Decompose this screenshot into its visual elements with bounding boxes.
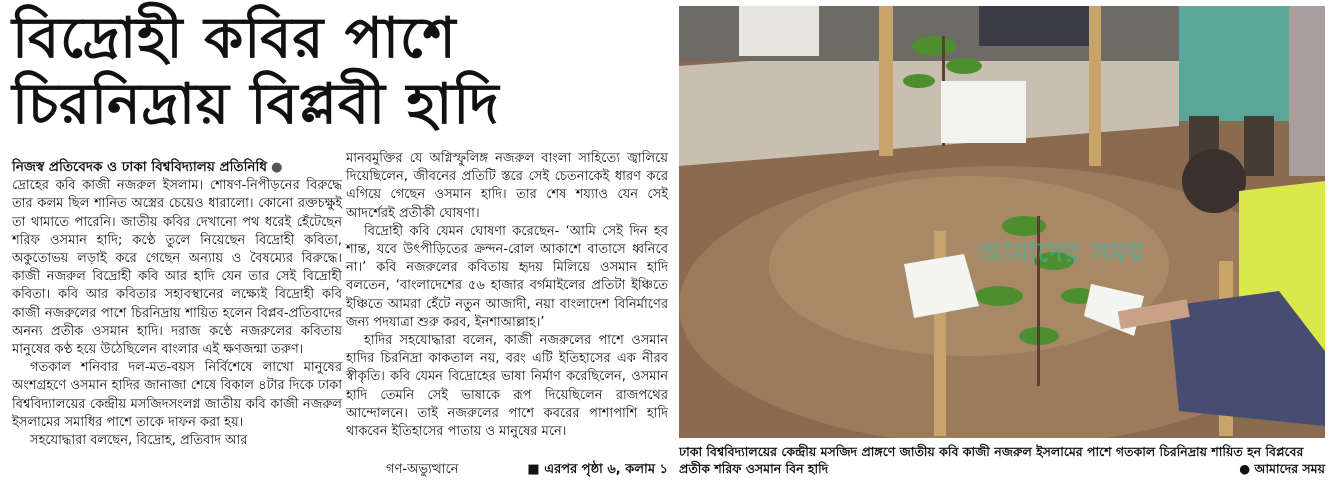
photo-caption: ঢাকা বিশ্ববিদ্যালয়ের কেন্দ্রীয় মসজিদ প্রাঙ্গণে জাতীয় কবি কাজী নজরুল ইসলামের পাশে গতকাল চিরনিদ্রায় শায়িত হন বিপ্লবের প্রতীক শরিফ ওসমান বিন হাদি	[679, 444, 1304, 476]
watermark-logo	[979, 231, 1145, 278]
headline-line-2: চিরনিদ্রায় বিপ্লবী হাদি	[12, 72, 500, 137]
headline	[12, 6, 662, 138]
grave-photo	[679, 6, 1325, 438]
paragraph: দ্রোহের কবি কাজী নজরুল ইসলাম। শোষণ-নিপীড়নের বিরুদ্ধে তার কলম ছিল শানিত অস্ত্রের চেয়েও ধারালো। কোনো রক্তচক্ষুই তা থামাতে পারেনি। জাতীয় কবির দেখানো পথ ধরেই হেঁটেছেন শরিফ ওসমান হাদি; কণ্ঠে তুলে নিয়েছেন বিদ্রোহী কবিতা, অকুতোভয় লড়াই করে গেছেন অন্যায় ও বৈষম্যের বিরুদ্ধে। কাজী নজরুল বিদ্রোহী কবি আর হাদি যেন তার সেই বিদ্রোহী কবিতা। কবি আর কবিতার সহাবস্থানের লক্ষ্যেই বিদ্রোহী কবি কাজী নজরুলের পাশে চিরনিদ্রায় শায়িত হলেন বিপ্লব-প্রতিবাদের অনন্য প্রতীক ওসমান হাদি। দরাজ কণ্ঠে নজরুলের কবিতায় মানুষের কণ্ঠ হয়ে উঠেছিলেন বাংলার এই ক্ষণজন্মা তরুণ।	[12, 178, 342, 358]
headline-line-1: বিদ্রোহী কবির পাশে	[12, 6, 457, 71]
paragraph: হাদির সহযোদ্ধারা বলেন, কাজী নজরুলের পাশে ওসমান হাদির চিরনিদ্রা কাকতাল নয়, বরং এটি ইতিহাসের এক নীরব স্বীকৃতি। কবি যেমন বিদ্রোহের ভাষা নির্মাণ করেছিলেন, ওসমান হাদি তেমনি সেই ভাষাকে রূপ দিয়েছিলেন রাজপথের আন্দোলনে। তাই নজরুলের পাশে কবরের পাশাপাশি হাদি থাকবেন ইতিহাসের পাতায় ও মানুষের মনে।	[346, 333, 668, 440]
byline: নিজস্ব প্রতিবেদক ও ঢাকা বিশ্ববিদ্যালয় প্রতিনিধি	[12, 159, 267, 175]
continuation-label: গণ-অভ্যুত্থানে	[386, 462, 459, 477]
watermark-text: আমাদের সময়	[979, 236, 1145, 269]
paragraph: গতকাল শনিবার দল-মত-বয়স নির্বিশেষে লাখো মানুষের অংশগ্রহণে ওসমান হাদির জানাজা শেষে বিকাল ৪টার দিকে ঢাকা বিশ্ববিদ্যালয়ের কেন্দ্রীয় মসজিদসংলগ্ন জাতীয় কবি কাজী নজরুল ইসলামের সমাধির পাশে তাকে দাফন করা হয়।	[12, 360, 342, 430]
continuation-line	[346, 460, 668, 481]
photo-illustration	[679, 6, 1325, 438]
paragraph: বিদ্রোহী কবি যেমন ঘোষণা করেছেন- ‘আমি সেই দিন হব শান্ত, যবে উৎপীড়িতের ক্রন্দন-রোল আকাশে বাতাসে ধ্বনিবে না।’ কবি নজরুলের কবিতায় হৃদয় মিলিয়ে ওসমান হাদি বলতেন, ‘বাংলাদেশের ৫৬ হাজার বর্গমাইলের প্রতিটা ইঞ্চিতে ইঞ্চিতে আমরা হেঁটে নতুন আজাদী, নয়া বাংলাদেশ বিনির্মাণের জন্য পদযাত্রা শুরু করব, ইনশাআল্লাহ।’	[346, 223, 668, 330]
article-column-2	[346, 150, 668, 441]
photo-credit: ● আমাদের সময়	[1239, 461, 1325, 476]
paragraph: সহযোদ্ধারা বলছেন, বিদ্রোহ, প্রতিবাদ আর	[30, 433, 248, 449]
article-column-1	[12, 158, 342, 450]
bullet-icon: ●	[271, 160, 283, 175]
jump-reference: ■ এরপর পৃষ্ঠা ৬, কলাম ১	[527, 462, 668, 477]
paragraph: মানবমুক্তির যে অগ্নিস্ফুলিঙ্গ নজরুল বাংলা সাহিত্যে জ্বালিয়ে দিয়েছিলেন, জীবনের প্রতিটি স্তরে সেই চেতনাকেই ধারণ করে এগিয়ে গেছেন ওসমান হাদি। তার শেষ শয্যাও যেন সেই আদর্শেরই প্রতীকী ঘোষণা।	[346, 151, 668, 221]
